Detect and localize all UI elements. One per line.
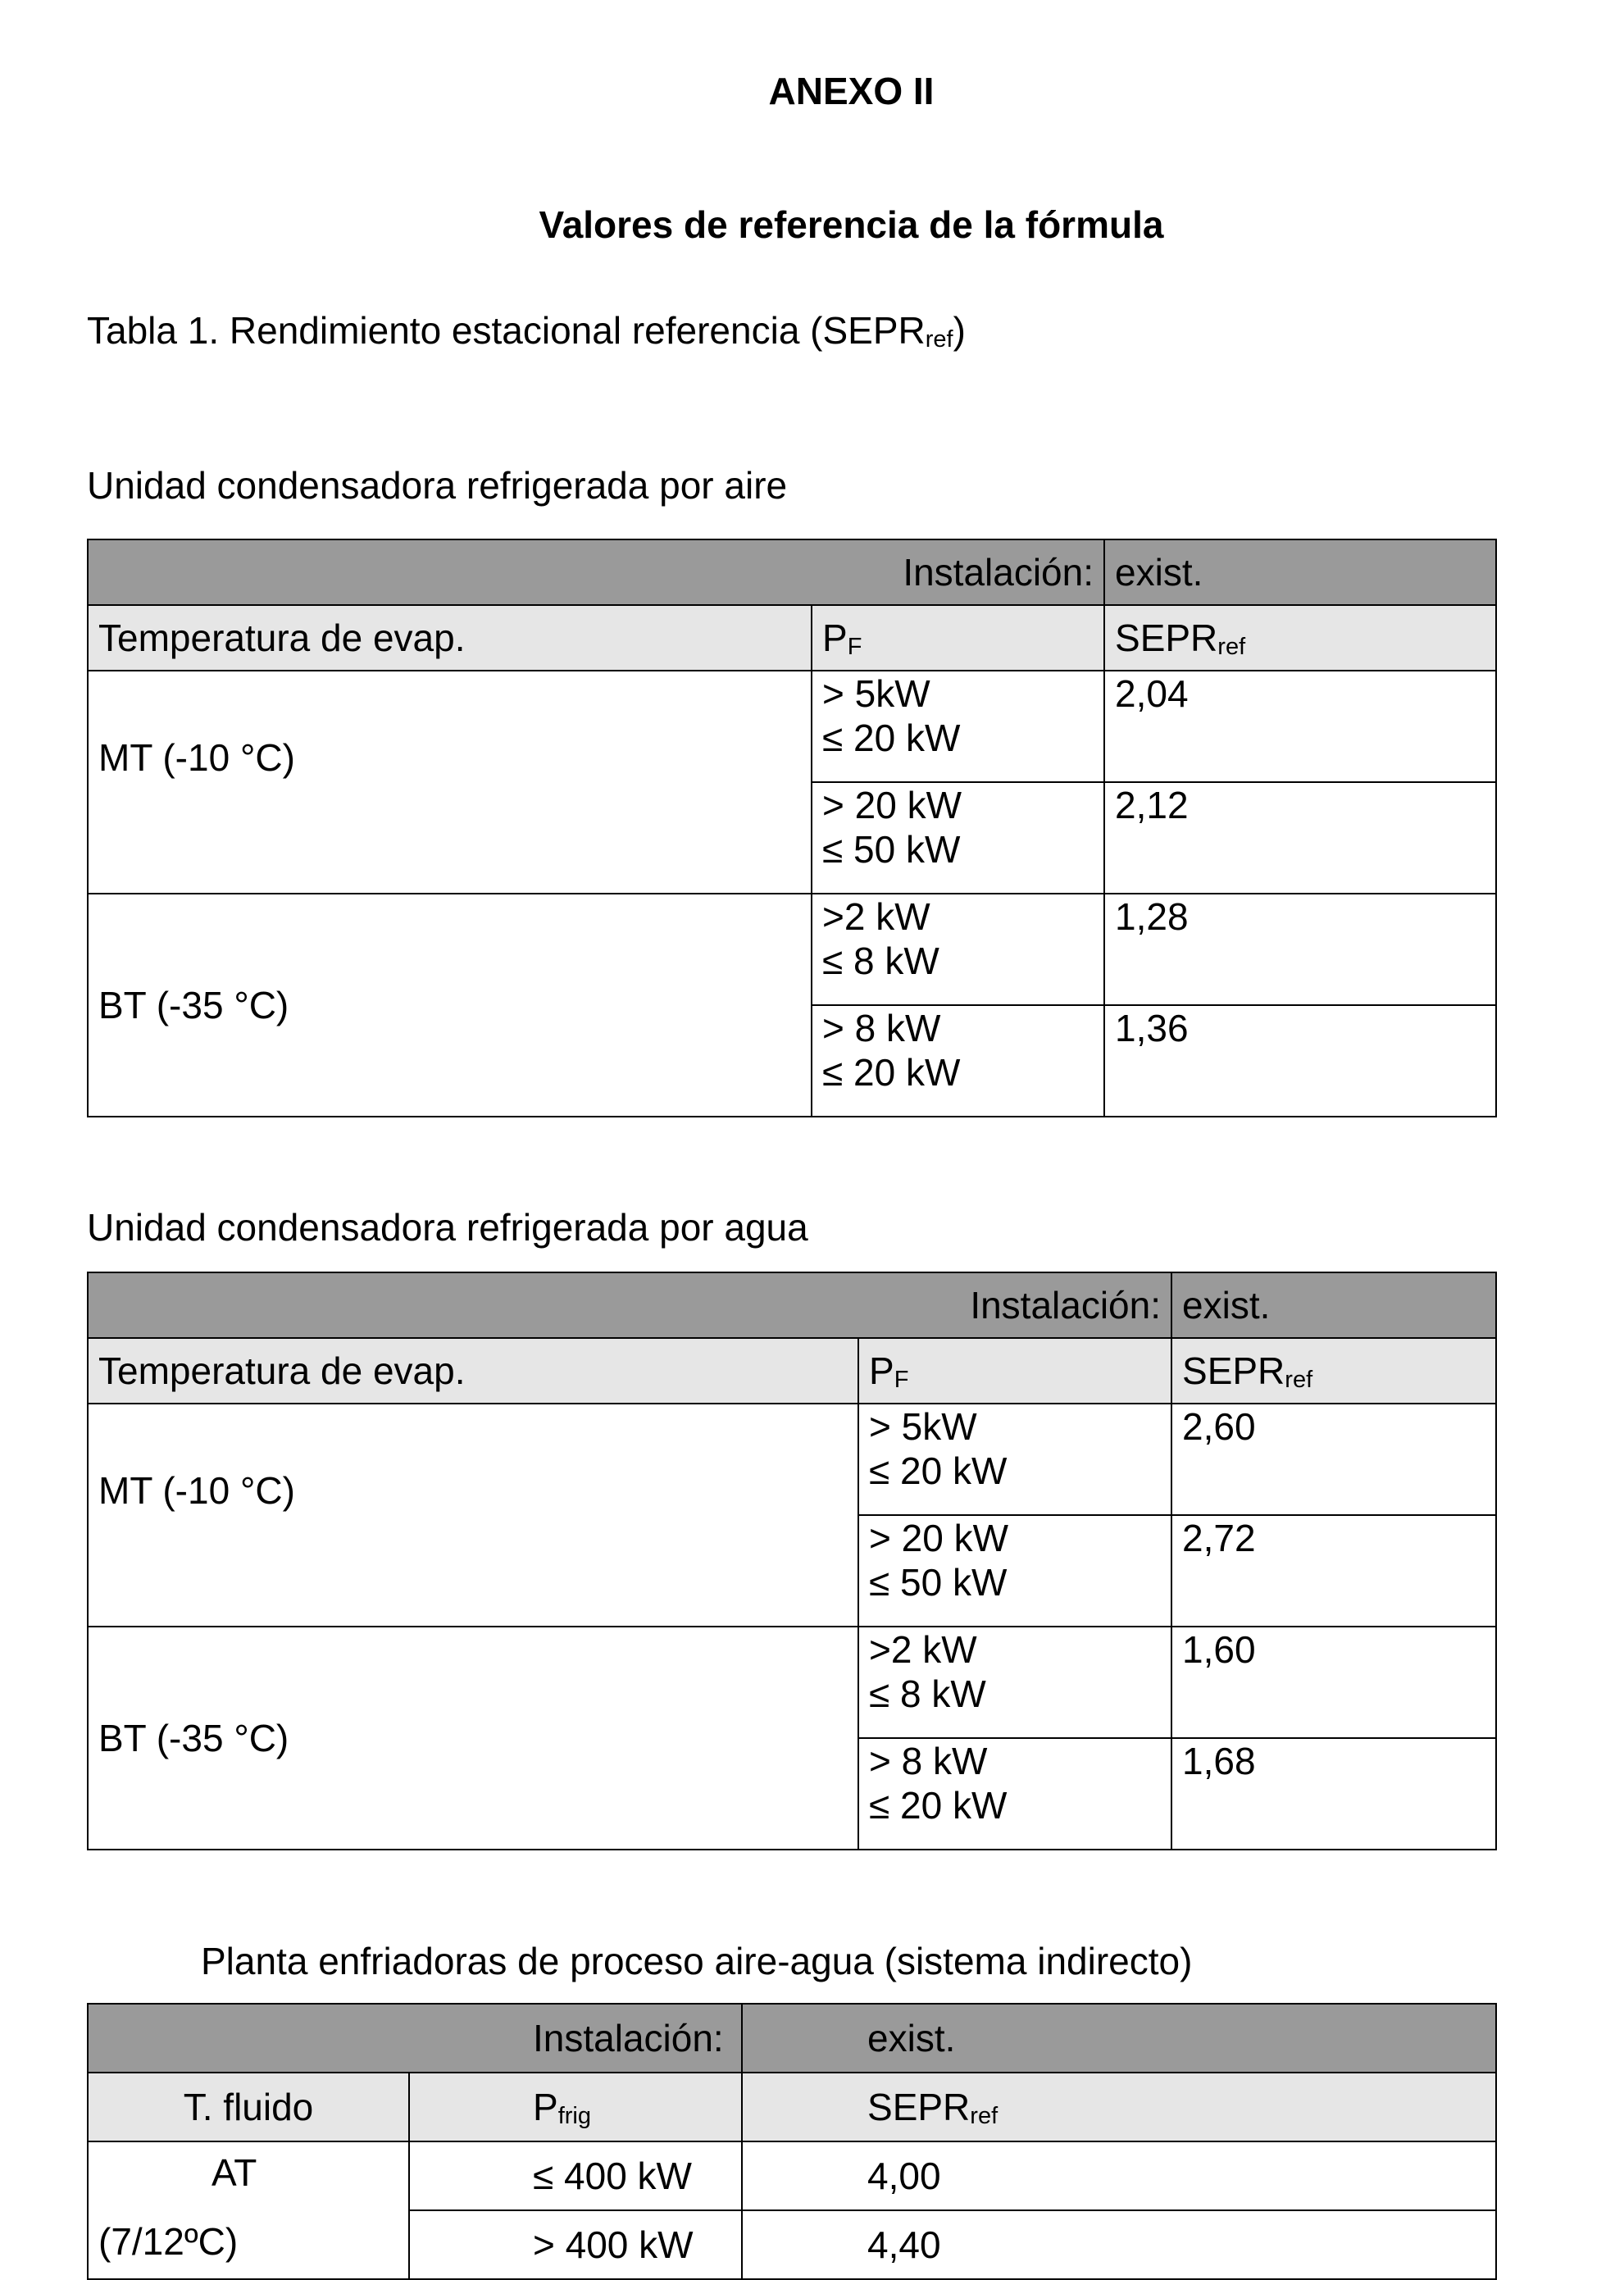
table-caption (87, 309, 966, 353)
power-cell (858, 1738, 1171, 1850)
power-max: ≤ 20 kW (869, 1449, 1008, 1492)
power-max: ≤ 20 kW (822, 1051, 961, 1094)
fluid-class: AT (212, 2151, 257, 2194)
power-cell: ≤ 400 kW (409, 2141, 742, 2210)
sepr-cell: 1,28 (1104, 894, 1496, 1005)
installation-label: Instalación: (88, 1272, 1171, 1338)
power-label: P (533, 2086, 558, 2128)
power-cell (858, 1627, 1171, 1738)
power-max: ≤ 20 kW (822, 717, 961, 759)
sepr-sub: ref (1217, 634, 1246, 660)
sepr-cell: 2,12 (1104, 782, 1496, 894)
sepr-cell: 1,36 (1104, 1005, 1496, 1117)
power-label: P (869, 1349, 894, 1392)
sepr-cell: 1,60 (1171, 1627, 1496, 1738)
power-cell (812, 782, 1104, 894)
sepr-label: SEPR (867, 2086, 971, 2128)
sepr-sub: ref (970, 2103, 999, 2129)
sepr-cell: 2,72 (1171, 1515, 1496, 1627)
table-caption-text: Tabla 1. Rendimiento estacional referencia (SEPR (87, 309, 926, 352)
power-cell: > 400 kW (409, 2210, 742, 2279)
sepr-cell: 1,68 (1171, 1738, 1496, 1850)
power-cell (812, 671, 1104, 782)
table-row (88, 1404, 1496, 1515)
sepr-cell: 4,00 (742, 2141, 1496, 2210)
table-row (88, 671, 1496, 782)
annex-subtitle: Valores de referencia de la fórmula (539, 203, 1164, 246)
power-max: ≤ 8 kW (869, 1672, 986, 1715)
power-max: ≤ 20 kW (869, 1784, 1008, 1827)
power-min: > 5kW (822, 672, 930, 715)
section-title-air: Unidad condensadora refrigerada por aire (87, 464, 788, 507)
sepr-label: SEPR (1115, 617, 1218, 659)
power-max: ≤ 50 kW (822, 828, 961, 871)
fluid-cell (88, 2141, 409, 2279)
annex-title: ANEXO II (768, 70, 935, 112)
power-sub: frig (557, 2103, 591, 2129)
installation-row (88, 1272, 1496, 1338)
table-row (88, 894, 1496, 1005)
col-header-power (812, 605, 1104, 671)
table-caption-sub: ref (925, 326, 953, 353)
col-header-fluid: T. fluido (88, 2073, 409, 2141)
column-header-row (88, 605, 1496, 671)
sepr-cell: 2,04 (1104, 671, 1496, 782)
column-header-row (88, 2073, 1496, 2141)
power-sub: F (847, 634, 862, 660)
installation-row (88, 2004, 1496, 2073)
table-caption-end: ) (953, 309, 966, 352)
power-sub: F (894, 1367, 909, 1393)
sepr-cell: 2,60 (1171, 1404, 1496, 1515)
power-min: >2 kW (869, 1628, 977, 1671)
power-max: ≤ 50 kW (869, 1561, 1008, 1604)
installation-label: Instalación: (88, 2004, 742, 2073)
table-row (88, 2141, 1496, 2210)
installation-row (88, 539, 1496, 605)
col-header-sepr (1171, 1338, 1496, 1404)
installation-label: Instalación: (88, 539, 1104, 605)
sepr-sub: ref (1285, 1367, 1313, 1393)
sepr-label: SEPR (1182, 1349, 1285, 1392)
power-cell (858, 1515, 1171, 1627)
section-title-chiller: Planta enfriadoras de proceso aire-agua (sistema indirecto) (201, 1940, 1193, 1982)
fluid-range: (7/12ºC) (98, 2220, 239, 2263)
installation-value: exist. (742, 2004, 1496, 2073)
col-header-sepr (1104, 605, 1496, 671)
power-min: > 5kW (869, 1405, 977, 1448)
col-header-power (858, 1338, 1171, 1404)
power-cell (858, 1404, 1171, 1515)
col-header-sepr (742, 2073, 1496, 2141)
installation-value: exist. (1171, 1272, 1496, 1338)
col-header-temp: Temperatura de evap. (88, 1338, 858, 1404)
power-min: > 20 kW (822, 784, 962, 826)
power-min: >2 kW (822, 895, 930, 938)
power-cell (812, 1005, 1104, 1117)
col-header-power (409, 2073, 742, 2141)
power-min: > 8 kW (822, 1007, 941, 1049)
power-label: P (822, 617, 848, 659)
sepr-cell: 4,40 (742, 2210, 1496, 2279)
temp-cell: BT (-35 °C) (88, 1627, 858, 1850)
power-min: > 20 kW (869, 1517, 1009, 1559)
section-title-water: Unidad condensadora refrigerada por agua (87, 1206, 808, 1249)
sepr-table-chiller (87, 2003, 1497, 2280)
power-cell (812, 894, 1104, 1005)
col-header-temp: Temperatura de evap. (88, 605, 812, 671)
temp-cell: MT (-10 °C) (88, 1404, 858, 1627)
column-header-row (88, 1338, 1496, 1404)
table-row (88, 1627, 1496, 1738)
temp-cell: BT (-35 °C) (88, 894, 812, 1117)
installation-value: exist. (1104, 539, 1496, 605)
sepr-table-air (87, 539, 1497, 1117)
power-max: ≤ 8 kW (822, 940, 939, 982)
temp-cell: MT (-10 °C) (88, 671, 812, 894)
power-min: > 8 kW (869, 1740, 988, 1782)
sepr-table-water (87, 1272, 1497, 1850)
